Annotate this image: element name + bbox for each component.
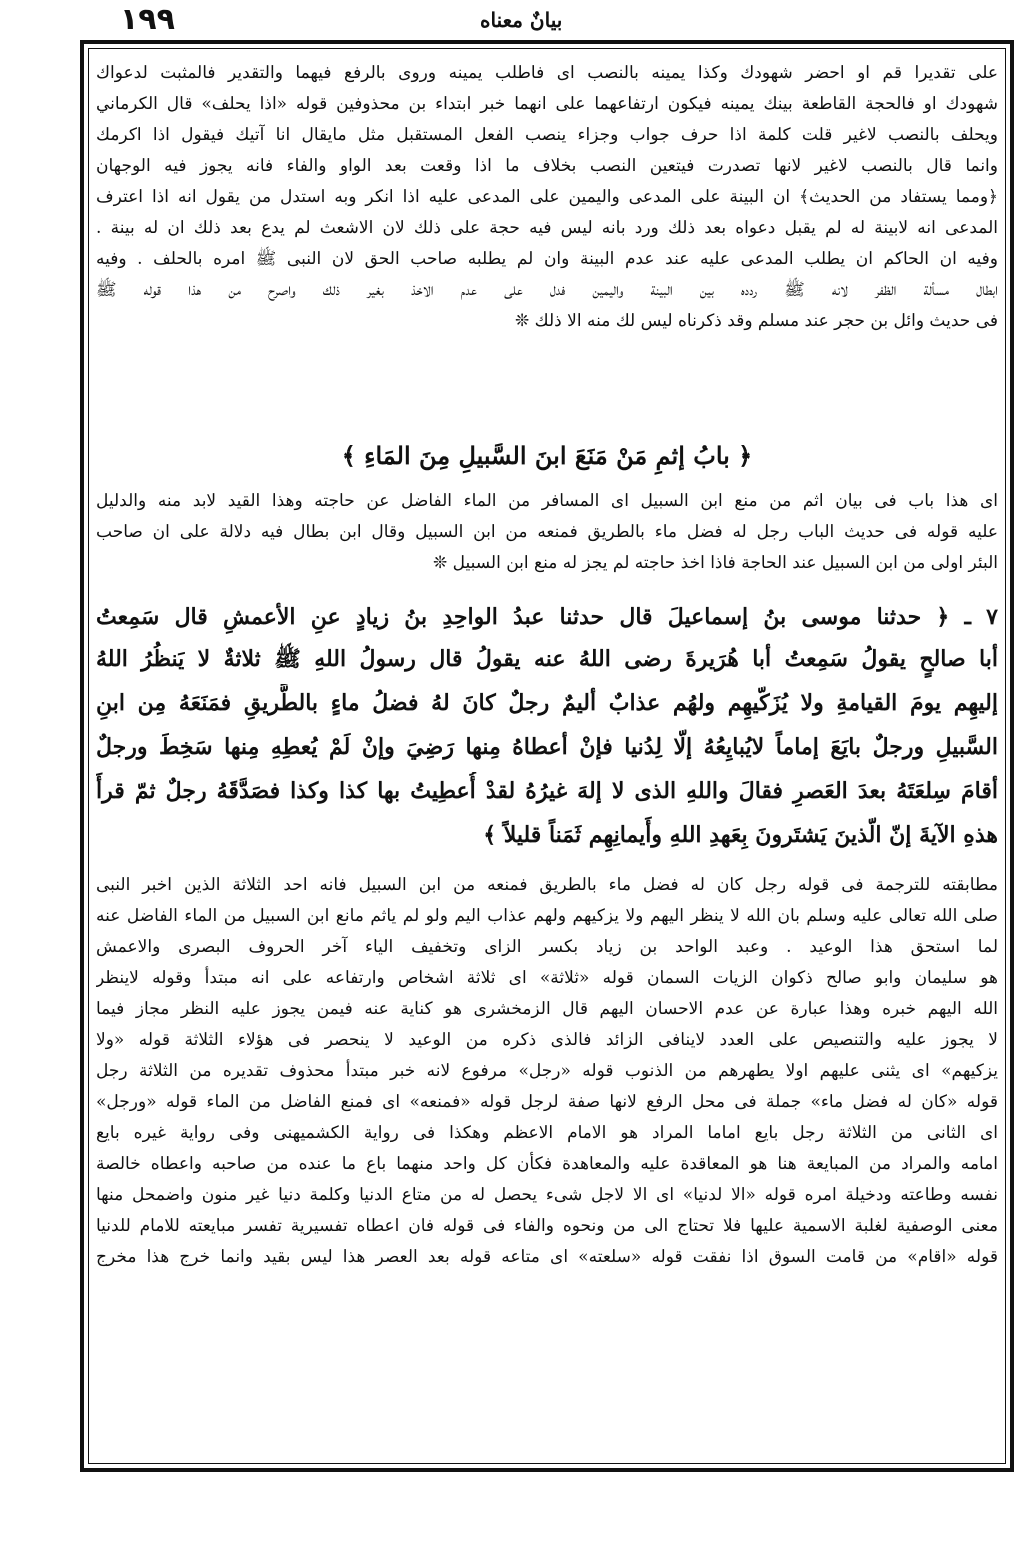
text-line: ابطال مسألة الظفر لانه ﷺ ردده بين البينة واليمين فدل على عدم الاخذ بغير ذلك واصرح من هذا قوله ﷺ — [96, 280, 998, 300]
text-line: وانما قال بالنصب لاغير لانها تصدرت فيتعين النصب بخلاف ما اذا وقعت بعد الواو والفاء فانه يجوز فيه الوجهان — [96, 156, 998, 176]
hadith-line: ٧ ـ ﴿ حدثنا موسى بنُ إسماعيلَ قال حدثنا عبدُ الواحِدِ بنُ زيادٍ عنِ الأعمشِ قال سَمِعتُ — [96, 604, 998, 630]
text-line: معنى الوصفية لغلبة الاسمية عليها فلا تحتاج الى من ونحوه والفاء فى قوله فان اعطاه تفسيرية تفسر مبايعته للامام للدنيا — [96, 1216, 998, 1236]
hadith-line: إليهِم يومَ القيامةِ ولا يُزَكّيهِم ولهُم عذابٌ أليمٌ رجلٌ كانَ لهُ فضلُ ماءٍ بالطَّريقِ فمَنَعَهُ مِن ابنِ — [96, 690, 998, 716]
page-header — [0, 0, 1027, 38]
hadith-line: السَّبيلِ ورجلٌ بايَعَ إماماً لايُبايِعُهُ إلّا لِدُنيا فإنْ أعطاهُ مِنها رَضِيَ وإنْ لَمْ يُعطِهِ مِنها سَخِطَ ورجلٌ — [96, 734, 998, 760]
page-content — [96, 58, 998, 1458]
text-line: على تقديرا قم او احضر شهودك وكذا يمينه بالنصب اى فاطلب يمينه وروى بالرفع فيهما والتقدير فالمثبت لدعواك — [96, 63, 998, 83]
text-line: اى هذا باب فى بيان اثم من منع ابن السبيل اى المسافر من الماء الفاضل عن حاجته وهذا القيد لابد منه والدليل — [96, 491, 998, 511]
text-line: عليه قوله فى حديث الباب رجل له فضل ماء بالطريق فمنعه من ابن السبيل وقال ابن بطال فيه دلالة على ان صاحب — [96, 522, 998, 542]
running-head: بيانٌ معناه — [480, 8, 563, 32]
text-line: ويحلف بالنصب لاغير قلت كلمة اذا حرف جواب وجزاء ينصب الفعل المستقبل مثل مايقال انا آتيك فيقول اذا اكرمك — [96, 125, 998, 145]
page-number: ١٩٩ — [120, 2, 175, 37]
chapter-heading: ﴿ بابُ إثمِ مَنْ مَنَعَ ابنَ السَّبيلِ مِنَ المَاءِ ﴾ — [341, 441, 753, 470]
hadith-line: هذهِ الآيةَ إنّ الّذينَ يَشتَرونَ بِعَهدِ اللهِ وأَيمانِهِم ثَمَناً قليلاً ﴾ — [483, 822, 998, 848]
text-line: المدعى انه لابينة له لم يقبل دعواه بعد ذلك ورد بانه ليس فيه حجة على ذلك لان الاشعث لم يدع بعد ذلك ان له بينة . — [96, 218, 998, 238]
text-line: قوله «اقام» من قامت السوق اذا نفقت قوله «سلعته» اى متاعه قوله بعد العصر هذا ليس بقيد وانما خرج هذا مخرج — [96, 1247, 998, 1267]
text-line: لما استحق هذا الوعيد . وعبد الواحد بن زياد بكسر الزاى وتخفيف الياء آخر الحروف البصرى والاعمش — [96, 937, 998, 957]
text-line: لا يجوز عليه والتنصيص على العدد لاينافى الزائد فالذى ذكره من الوعيد لا ينحصر فى هؤلاء الثلاثة قوله «ولا — [96, 1030, 998, 1050]
text-line: هو سليمان وابو صالح ذكوان الزيات السمان قوله «ثلاثة» اى ثلاثة اشخاص وارتفاعه على انه مبتدأ وقوله لاينظر — [96, 968, 998, 988]
text-line: اى الثانى من الثلاثة رجل بايع اماما المراد هو الامام الاعظم وهكذا فى رواية الكشميهنى وفى رواية غيره بايع — [96, 1123, 998, 1143]
hadith-line: أبا صالحٍ يقولُ سَمِعتُ أبا هُرَيرةَ رضى اللهُ عنه يقولُ قال رسولُ اللهِ ﷺ ثلاثةٌ لا يَنظُرُ اللهُ — [96, 646, 998, 672]
text-line: وفيه ان الحاكم ان يطلب المدعى عليه عند عدم البينة وان لم يطلبه صاحب الحق لان النبى ﷺ امره بالحلف . وفيه — [96, 249, 998, 269]
text-line: صلى الله تعالى عليه وسلم بان الله لا ينظر اليهم ولا يزكيهم ولهم عذاب اليم ولو لم ياثم مانع ابن السبيل من الماء الفاضل عنه — [96, 906, 998, 926]
text-line: شهودك او فالحجة القاطعة بينك يمينه فيكون ارتفاعهما على انهما خبر ابتداء بن محذوفين قوله «اذا يحلف» قال الكرماني — [96, 94, 998, 114]
text-line: مطابقته للترجمة فى قوله رجل كان له فضل ماء بالطريق فمنعه من ابن السبيل فانه احد الثلاثة الذين اخبر النبى — [96, 875, 998, 895]
text-line: امامه والمراد من المبايعة هنا هو المعاقدة عليه والمعاهدة فكأن كل واحد منهما باع ما عنده من صاحبه واعطاه خالصة — [96, 1154, 998, 1174]
text-line: نفسه وطاعته ودخيلة امره قوله «الا لدنيا» اى الا لاجل شىء يحصل له من متاع الدنيا وكلمة دنيا غير منون واضمحل منها — [96, 1185, 998, 1205]
text-line: البئر اولى من ابن السبيل عند الحاجة فاذا اخذ حاجته لم يجز له منع ابن السبيل ❊ — [432, 553, 998, 573]
text-line: الله اليهم خبره وهذا عبارة عن عدم الاحسان اليهم قال الزمخشرى هو كناية عنه فيمن يجوز عليه النظر مجاز فيما — [96, 999, 998, 1019]
hadith-line: أقامَ سِلعَتَهُ بعدَ العَصرِ فقالَ واللهِ الذى لا إلهَ غيرُهُ لقدْ أُعطِيتُ بها كذا وكذا فصَدَّقَهُ رجلٌ ثمّ قرأَ — [96, 778, 998, 804]
text-line: ﴿ومما يستفاد من الحديث﴾ ان البينة على المدعى واليمين على المدعى عليه اذا انكر وبه استدل من يقول انه اذا اعترف — [96, 187, 998, 207]
text-line: فى حديث وائل بن حجر عند مسلم وقد ذكرناه ليس لك منه الا ذلك ❊ — [515, 311, 998, 331]
text-line: قوله «كان له فضل ماء» جملة فى محل الرفع لانها صفة لرجل قوله «فمنعه» اى فمنع الفاضل من الماء قوله «ورجل» — [96, 1092, 998, 1112]
text-line: يزكيهم» اى يثنى عليهم اولا يطهرهم من الذنوب قوله «رجل» مرفوع لانه خبر مبتدأ محذوف تقديره من الثلاثة رجل — [96, 1061, 998, 1081]
